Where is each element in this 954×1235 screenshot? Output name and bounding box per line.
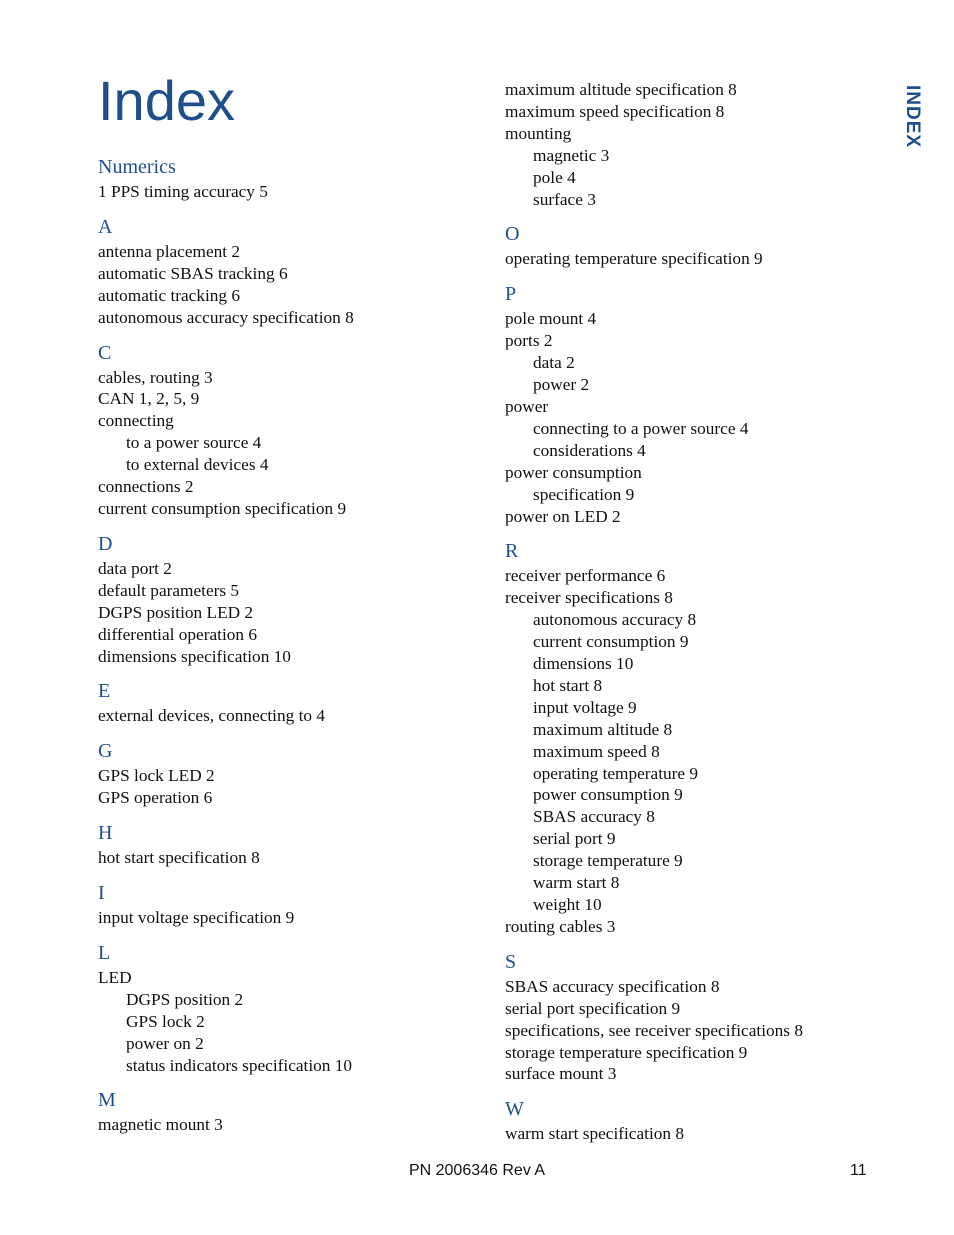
index-subentry: magnetic 3 bbox=[533, 145, 610, 165]
index-subentry: data 2 bbox=[533, 353, 575, 373]
index-letter-heading: S bbox=[505, 950, 517, 973]
index-entry: serial port specification 9 bbox=[505, 998, 681, 1018]
index-subentry: SBAS accuracy 8 bbox=[533, 807, 655, 827]
index-entry: receiver performance 6 bbox=[505, 566, 666, 586]
index-entry: current consumption specification 9 bbox=[98, 498, 347, 518]
index-entry: power on LED 2 bbox=[505, 506, 621, 526]
index-subentry: input voltage 9 bbox=[533, 697, 637, 717]
index-entry: power bbox=[505, 396, 549, 416]
index-subentry: specification 9 bbox=[533, 484, 635, 504]
index-subentry: power consumption 9 bbox=[533, 785, 683, 805]
index-letter-heading: E bbox=[98, 680, 111, 703]
page-title: Index bbox=[98, 69, 235, 132]
index-section bbox=[505, 537, 885, 937]
index-section bbox=[98, 819, 478, 869]
index-entry: CAN 1, 2, 5, 9 bbox=[98, 389, 200, 409]
index-subentry: connecting to a power source 4 bbox=[533, 418, 749, 438]
index-entry: 1 PPS timing accuracy 5 bbox=[98, 182, 268, 201]
index-subentry: autonomous accuracy 8 bbox=[533, 610, 697, 630]
index-letter-heading: R bbox=[505, 540, 519, 563]
index-section bbox=[505, 280, 885, 527]
index-entry: cables, routing 3 bbox=[98, 367, 213, 387]
index-section bbox=[505, 220, 885, 270]
index-subentry: warm start 8 bbox=[533, 873, 620, 893]
index-entry: LED bbox=[98, 967, 132, 987]
index-section bbox=[98, 1086, 478, 1136]
index-entry: maximum altitude specification 8 bbox=[505, 80, 737, 99]
index-letter-heading: I bbox=[98, 882, 105, 905]
index-section bbox=[98, 153, 478, 203]
index-subentry: hot start 8 bbox=[533, 675, 603, 695]
index-letter-heading: H bbox=[98, 822, 113, 845]
index-entry: DGPS position LED 2 bbox=[98, 602, 254, 622]
index-section bbox=[505, 1095, 885, 1145]
index-subentry: dimensions 10 bbox=[533, 654, 634, 674]
index-subentry: serial port 9 bbox=[533, 829, 616, 849]
index-subentry: status indicators specification 10 bbox=[126, 1055, 353, 1075]
index-letter-heading: O bbox=[505, 223, 520, 246]
index-entry: external devices, connecting to 4 bbox=[98, 706, 325, 726]
index-entry: routing cables 3 bbox=[505, 916, 616, 936]
index-entry: maximum speed specification 8 bbox=[505, 101, 725, 121]
index-entry: input voltage specification 9 bbox=[98, 908, 295, 928]
index-section bbox=[98, 939, 478, 1077]
index-subentry: considerations 4 bbox=[533, 440, 646, 460]
index-subentry: maximum altitude 8 bbox=[533, 719, 673, 739]
index-section bbox=[505, 79, 885, 210]
index-entry: receiver specifications 8 bbox=[505, 588, 673, 608]
index-section bbox=[98, 879, 478, 929]
index-entry: magnetic mount 3 bbox=[98, 1115, 223, 1135]
index-section bbox=[505, 948, 885, 1086]
index-entry: mounting bbox=[505, 123, 572, 143]
index-letter-heading: L bbox=[98, 941, 111, 964]
index-subentry: maximum speed 8 bbox=[533, 741, 660, 761]
index-subentry: storage temperature 9 bbox=[533, 851, 683, 871]
index-letter-heading: M bbox=[98, 1089, 116, 1112]
index-entry: GPS operation 6 bbox=[98, 788, 213, 808]
index-entry: hot start specification 8 bbox=[98, 848, 260, 868]
index-subentry: to a power source 4 bbox=[126, 433, 262, 453]
index-entry: power consumption bbox=[505, 462, 642, 482]
index-entry: ports 2 bbox=[505, 331, 553, 351]
index-subentry: DGPS position 2 bbox=[126, 989, 244, 1009]
index-subentry: weight 10 bbox=[533, 895, 602, 914]
index-subentry: to external devices 4 bbox=[126, 455, 269, 475]
index-section bbox=[98, 339, 478, 520]
index-subentry: operating temperature 9 bbox=[533, 763, 699, 783]
index-subentry: power 2 bbox=[533, 375, 590, 395]
index-column-right bbox=[505, 79, 885, 1155]
index-entry: GPS lock LED 2 bbox=[98, 766, 215, 786]
index-letter-heading: G bbox=[98, 740, 113, 763]
index-section bbox=[98, 530, 478, 668]
index-entry: storage temperature specification 9 bbox=[505, 1042, 748, 1062]
index-letter-heading: D bbox=[98, 532, 113, 555]
index-entry: connections 2 bbox=[98, 477, 194, 497]
index-letter-heading: P bbox=[505, 283, 517, 306]
index-entry: specifications, see receiver specifications 8 bbox=[505, 1020, 803, 1040]
index-subentry: pole 4 bbox=[533, 167, 576, 187]
index-letter-heading: C bbox=[98, 341, 112, 364]
index-entry: connecting bbox=[98, 411, 174, 431]
index-entry: autonomous accuracy specification 8 bbox=[98, 307, 354, 327]
index-entry: operating temperature specification 9 bbox=[505, 249, 763, 269]
index-entry: antenna placement 2 bbox=[98, 241, 241, 261]
index-entry: warm start specification 8 bbox=[505, 1124, 684, 1144]
index-entry: data port 2 bbox=[98, 558, 172, 578]
index-entry: differential operation 6 bbox=[98, 624, 257, 644]
index-section bbox=[98, 737, 478, 809]
index-subentry: power on 2 bbox=[126, 1033, 204, 1053]
index-letter-heading: Numerics bbox=[98, 156, 176, 178]
index-letter-heading: A bbox=[98, 215, 113, 238]
footer-part-number: PN 2006346 Rev A bbox=[408, 1162, 546, 1179]
index-subentry: GPS lock 2 bbox=[126, 1011, 205, 1031]
index-section bbox=[98, 213, 478, 329]
index-entry: automatic tracking 6 bbox=[98, 285, 241, 305]
index-entry: default parameters 5 bbox=[98, 580, 240, 600]
index-entry: surface mount 3 bbox=[505, 1064, 617, 1084]
index-section bbox=[98, 677, 478, 727]
index-entry: automatic SBAS tracking 6 bbox=[98, 263, 288, 283]
index-column-left bbox=[98, 153, 478, 1146]
section-tab: INDEX bbox=[902, 85, 923, 149]
index-subentry: surface 3 bbox=[533, 189, 596, 209]
index-entry: dimensions specification 10 bbox=[98, 646, 291, 666]
index-entry: pole mount 4 bbox=[505, 309, 597, 329]
page-number: 11 bbox=[850, 1162, 867, 1179]
index-letter-heading: W bbox=[505, 1098, 524, 1121]
index-entry: SBAS accuracy specification 8 bbox=[505, 976, 720, 996]
index-subentry: current consumption 9 bbox=[533, 632, 689, 652]
